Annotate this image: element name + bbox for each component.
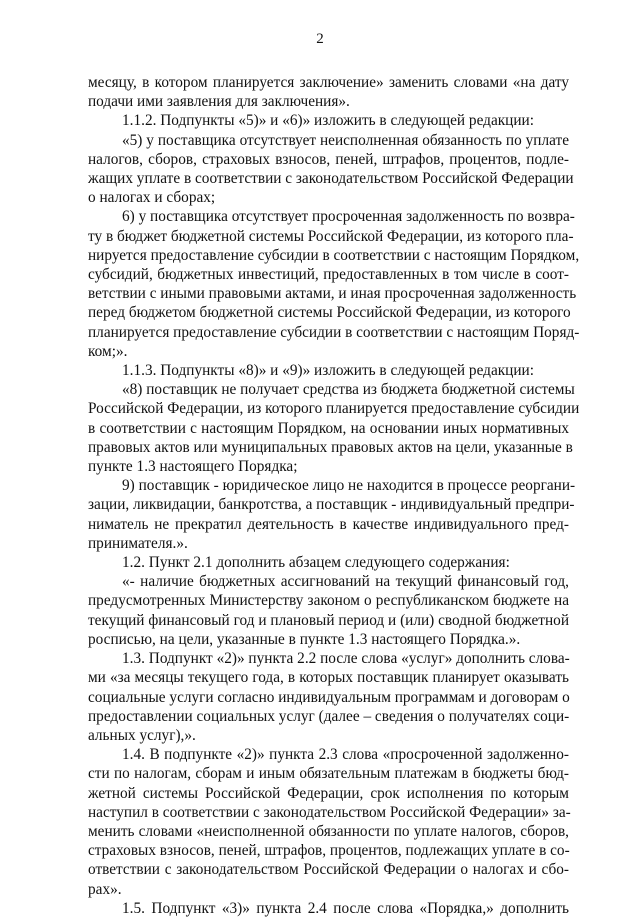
document-body [88, 73, 580, 918]
text-line: текущий финансовый год и плановый период и (или) сводной бюджетной [88, 611, 569, 629]
text-line: «- наличие бюджетных ассигнований на текущий финансовый год, [122, 573, 569, 591]
text-line: подачи ими заявления для заключения». [88, 93, 350, 111]
text-line: налогов, сборов, страховых взносов, пеней, штрафов, процентов, подле- [88, 150, 569, 168]
text-line: нируется предоставление субсидии в соответствии с настоящим Порядком, [88, 246, 580, 264]
text-line: «5) у поставщика отсутствует неисполненная обязанность по уплате [122, 131, 569, 149]
text-line: пункте 1.3 настоящего Порядка; [88, 458, 298, 476]
text-line: альных услуг),». [88, 726, 196, 744]
text-line: субсидий, бюджетных инвестиций, предоставленных в том числе в соот- [88, 266, 569, 284]
text-line: ответствии с законодательством Российской Федерации о налогах и сбо- [88, 861, 569, 879]
text-line: ком;». [88, 342, 128, 360]
text-line: менить словами «неисполненной обязанности по уплате налогов, сборов, [88, 822, 569, 840]
text-line: 1.5. Подпункт «3)» пункта 2.4 после слова «Порядка,» дополнить [122, 899, 569, 917]
text-line: зации, ликвидации, банкротства, а поставщик - индивидуальный предпри- [88, 496, 575, 514]
text-line: 1.4. В подпункте «2)» пункта 2.3 слова «просроченной задолженно- [122, 746, 569, 764]
text-line: правовых актов или муниципальных правовых актов на цели, указанные в [88, 438, 573, 456]
text-line: страховых взносов, пеней, штрафов, процентов, подлежащих уплате в со- [88, 842, 570, 860]
text-line: о налогах и сборах; [88, 189, 216, 207]
text-line: предусмотренных Министерству законом о республиканском бюджете на [88, 592, 569, 610]
text-line: ниматель не прекратил деятельность в качестве индивидуального пред- [88, 515, 569, 533]
text-line: наступил в соответствии с законодательством Российской Федерации» за- [88, 803, 571, 821]
text-line: росписью, на цели, указанные в пункте 1.3 настоящего Порядка.». [88, 630, 521, 648]
text-line: перед бюджетом бюджетной системы Российской Федерации, из которого [88, 304, 571, 322]
text-line: в соответствии с настоящим Порядком, на основании иных нормативных [88, 419, 569, 437]
text-line: социальные услуги согласно индивидуальным программам и договорам о [88, 688, 570, 706]
text-line: рах». [88, 880, 122, 898]
text-line: 1.2. Пункт 2.1 дополнить абзацем следующего содержания: [122, 554, 510, 572]
page-number: 2 [316, 31, 324, 47]
text-line: 1.1.3. Подпункты «8)» и «9)» изложить в следующей редакции: [122, 362, 534, 380]
text-line: ветствии с иными правовыми актами, и иная просроченная задолженность [88, 285, 577, 303]
text-line: 1.3. Подпункт «2)» пункта 2.2 после слова «услуг» дополнить слова- [122, 650, 570, 668]
text-line: «8) поставщик не получает средства из бюджета бюджетной системы [122, 381, 575, 399]
text-line: предоставлении социальных услуг (далее – сведения о получателях соци- [88, 707, 570, 725]
text-line: жетной системы Российской Федерации, срок исполнения по которым [88, 784, 569, 802]
text-line: ту в бюджет бюджетной системы Российской Федерации, из которого пла- [88, 227, 574, 245]
text-line: 6) у поставщика отсутствует просроченная задолженность по возвра- [122, 208, 575, 226]
text-line: месяцу, в котором планируется заключение» заменить словами «на дату [88, 74, 569, 91]
text-line: Российской Федерации, из которого планируется предоставление субсидии [88, 400, 580, 418]
text-line: жащих уплате в соответствии с законодательством Российской Федерации [88, 170, 574, 188]
text-line: 1.1.2. Подпункты «5)» и «6)» изложить в следующей редакции: [122, 112, 534, 130]
text-line: планируется предоставление субсидии в соответствии с настоящим Поряд- [88, 323, 580, 341]
text-line: сти по налогам, сборам и иным обязательным платежам в бюджеты бюд- [88, 765, 569, 783]
text-line: ми «за месяцы текущего года, в которых поставщик планирует оказывать [88, 669, 569, 687]
text-line: 9) поставщик - юридическое лицо не находится в процессе реоргани- [122, 477, 576, 495]
text-line: принимателя.». [88, 534, 188, 552]
